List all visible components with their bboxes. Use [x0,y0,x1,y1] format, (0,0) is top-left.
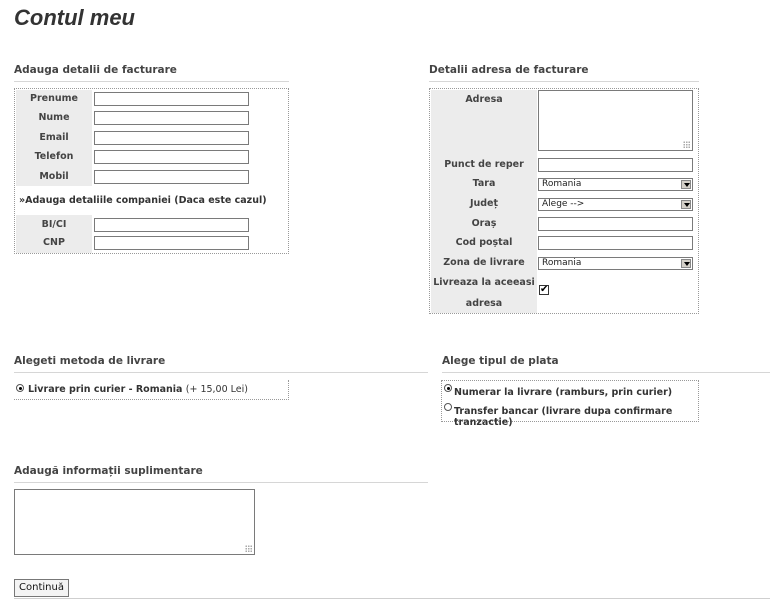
prenume-label: Prenume [30,93,78,104]
delivery-courier-price: (+ 15,00 Lei) [185,384,248,395]
billing-fields-box [14,88,289,254]
delivery-courier-option[interactable] [28,384,248,395]
add-company-details-link[interactable]: »Adauga detaliile companiei (Daca este cazul) [19,195,267,206]
zona-value: Romania [542,258,582,268]
payment-cash-label[interactable]: Numerar la livrare (ramburs, prin curier) [454,387,673,398]
adresa-label: Adresa [465,94,503,105]
mobil-label: Mobil [39,171,69,182]
address-fields-box [429,88,699,314]
same-address-checkbox[interactable]: ✔ [540,284,549,295]
payment-transfer-label[interactable]: Transfer bancar (livrare dupa confirmare tranzactie) [454,406,673,428]
nume-input[interactable] [94,111,249,125]
dropdown-arrow-icon[interactable] [681,200,691,209]
bici-label: BI/CI [41,219,67,230]
tara-select[interactable] [538,178,693,191]
dropdown-arrow-icon[interactable] [681,259,691,268]
payment-cash-radio[interactable] [444,384,452,392]
continue-button[interactable]: Continuă [14,579,69,597]
payment-transfer-radio[interactable] [444,403,452,411]
resize-grip-icon[interactable] [245,545,252,552]
judet-select[interactable] [538,198,693,211]
same-address-label-1: Livreaza la aceeasi [433,277,535,288]
cod-postal-input[interactable] [538,236,693,250]
reper-input[interactable] [538,158,693,172]
billing-section-title: Adauga detalii de facturare [14,64,289,82]
delivery-courier-label: Livrare prin curier - Romania [28,384,183,395]
delivery-courier-radio[interactable] [16,384,24,392]
extra-info-textarea[interactable] [14,489,255,555]
email-input[interactable] [94,131,249,145]
cnp-input[interactable] [94,236,249,250]
tara-label: Tara [472,178,496,189]
bici-input[interactable] [94,218,249,232]
email-label: Email [39,132,69,143]
payment-options-box [441,380,699,428]
telefon-label: Telefon [34,151,74,162]
telefon-input[interactable] [94,150,249,164]
payment-section-title: Alege tipul de plata [442,355,770,373]
delivery-section-title: Alegeti metoda de livrare [14,355,428,373]
extra-info-section-title: Adaugă informații suplimentare [14,465,428,483]
cnp-label: CNP [43,237,65,248]
prenume-input[interactable] [94,92,249,106]
zona-select[interactable] [538,257,693,270]
tara-value: Romania [542,179,582,189]
resize-grip-icon[interactable] [683,141,690,148]
judet-value: Alege --> [542,199,585,209]
dropdown-arrow-icon[interactable] [681,180,691,189]
address-section-title: Detalii adresa de facturare [429,64,699,82]
delivery-options-box [14,380,289,400]
adresa-textarea[interactable] [538,90,693,151]
nume-label: Nume [38,112,70,123]
zona-label: Zona de livrare [443,257,525,268]
oras-label: Oraș [471,218,497,229]
mobil-input[interactable] [94,170,249,184]
judet-label: Județ [469,198,499,209]
reper-label: Punct de reper [444,159,524,170]
cod-postal-label: Cod poștal [455,237,513,248]
page-title: Contul meu [14,5,135,30]
bottom-divider [14,598,770,599]
same-address-label-2: adresa [465,298,503,309]
oras-input[interactable] [538,217,693,231]
